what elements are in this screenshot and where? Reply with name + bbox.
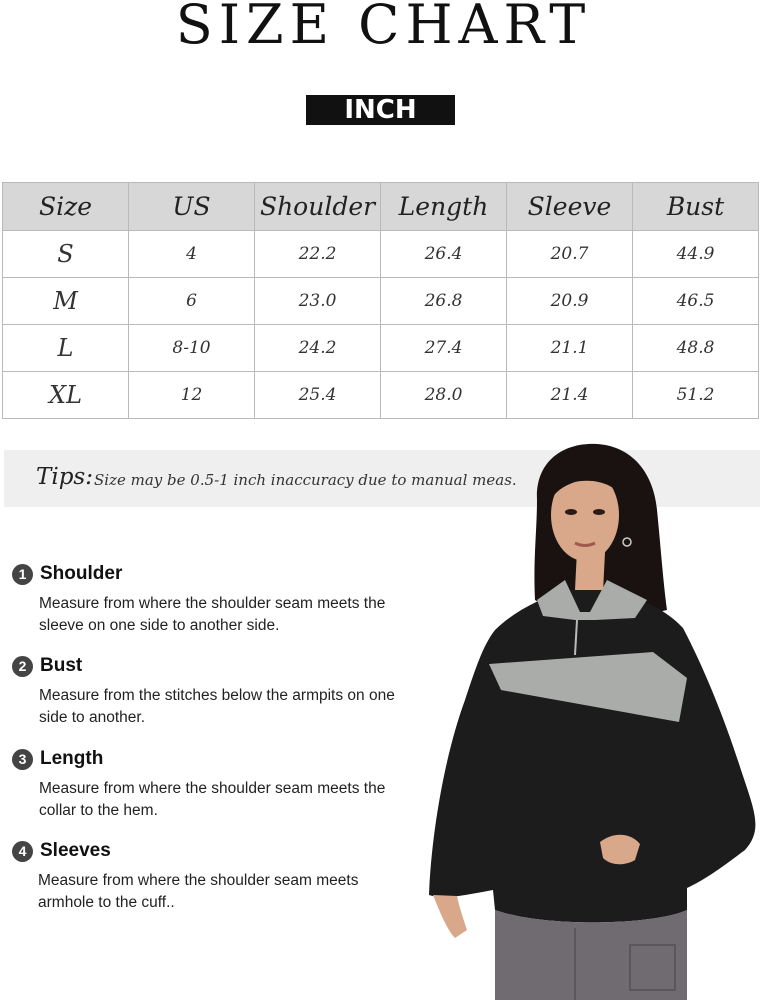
measurement-description: Measure from where the shoulder seam meets the collar to the hem. [39, 780, 386, 819]
table-cell: 26.4 [381, 231, 507, 278]
table-cell: 23.0 [255, 278, 381, 325]
table-cell: 4 [129, 231, 255, 278]
header-shoulder: Shoulder [255, 183, 381, 231]
table-cell: 46.5 [633, 278, 759, 325]
table-cell: 48.8 [633, 325, 759, 372]
tips-label: Tips: [36, 464, 93, 490]
table-row [3, 278, 759, 325]
table-cell: 21.4 [507, 372, 633, 419]
header-us: US [129, 183, 255, 231]
table-cell: XL [3, 372, 129, 419]
header-bust: Bust [633, 183, 759, 231]
table-cell: L [3, 325, 129, 372]
table-cell: S [3, 231, 129, 278]
measurement-description: Measure from where the shoulder seam meets armhole to the cuff.. [38, 872, 359, 911]
header-length: Length [381, 183, 507, 231]
table-cell: 6 [129, 278, 255, 325]
table-header-row [3, 183, 759, 231]
model-photo [425, 440, 767, 1000]
table-cell: 51.2 [633, 372, 759, 419]
unit-badge: INCH [306, 95, 455, 125]
table-cell: 12 [129, 372, 255, 419]
header-sleeve: Sleeve [507, 183, 633, 231]
tips-text: Size may be 0.5-1 inch inaccuracy due to manual meas. [94, 471, 517, 489]
step-number-badge: 4 [12, 841, 33, 862]
measurement-description: Measure from where the shoulder seam meets the sleeve on one side to another side. [39, 595, 386, 634]
size-table [2, 182, 759, 419]
table-cell: 44.9 [633, 231, 759, 278]
table-row [3, 231, 759, 278]
model-pants [495, 910, 687, 1000]
measurement-title: Shoulder [40, 563, 123, 584]
model-sweatshirt [429, 590, 755, 922]
step-number-badge: 1 [12, 564, 33, 585]
table-cell: 26.8 [381, 278, 507, 325]
table-cell: M [3, 278, 129, 325]
table-cell: 25.4 [255, 372, 381, 419]
step-number-badge: 2 [12, 656, 33, 677]
step-number-badge: 3 [12, 749, 33, 770]
table-cell: 22.2 [255, 231, 381, 278]
table-cell: 8-10 [129, 325, 255, 372]
page-title: SIZE CHART [175, 0, 592, 56]
table-row [3, 372, 759, 419]
measurement-title: Length [40, 748, 104, 769]
table-cell: 20.7 [507, 231, 633, 278]
measurement-title: Sleeves [40, 840, 111, 861]
table-cell: 24.2 [255, 325, 381, 372]
table-cell: 20.9 [507, 278, 633, 325]
measurement-title: Bust [40, 655, 83, 676]
table-cell: 28.0 [381, 372, 507, 419]
table-row [3, 325, 759, 372]
table-cell: 27.4 [381, 325, 507, 372]
table-cell: 21.1 [507, 325, 633, 372]
measurement-description: Measure from the stitches below the armpits on one side to another. [39, 687, 395, 726]
header-size: Size [3, 183, 129, 231]
